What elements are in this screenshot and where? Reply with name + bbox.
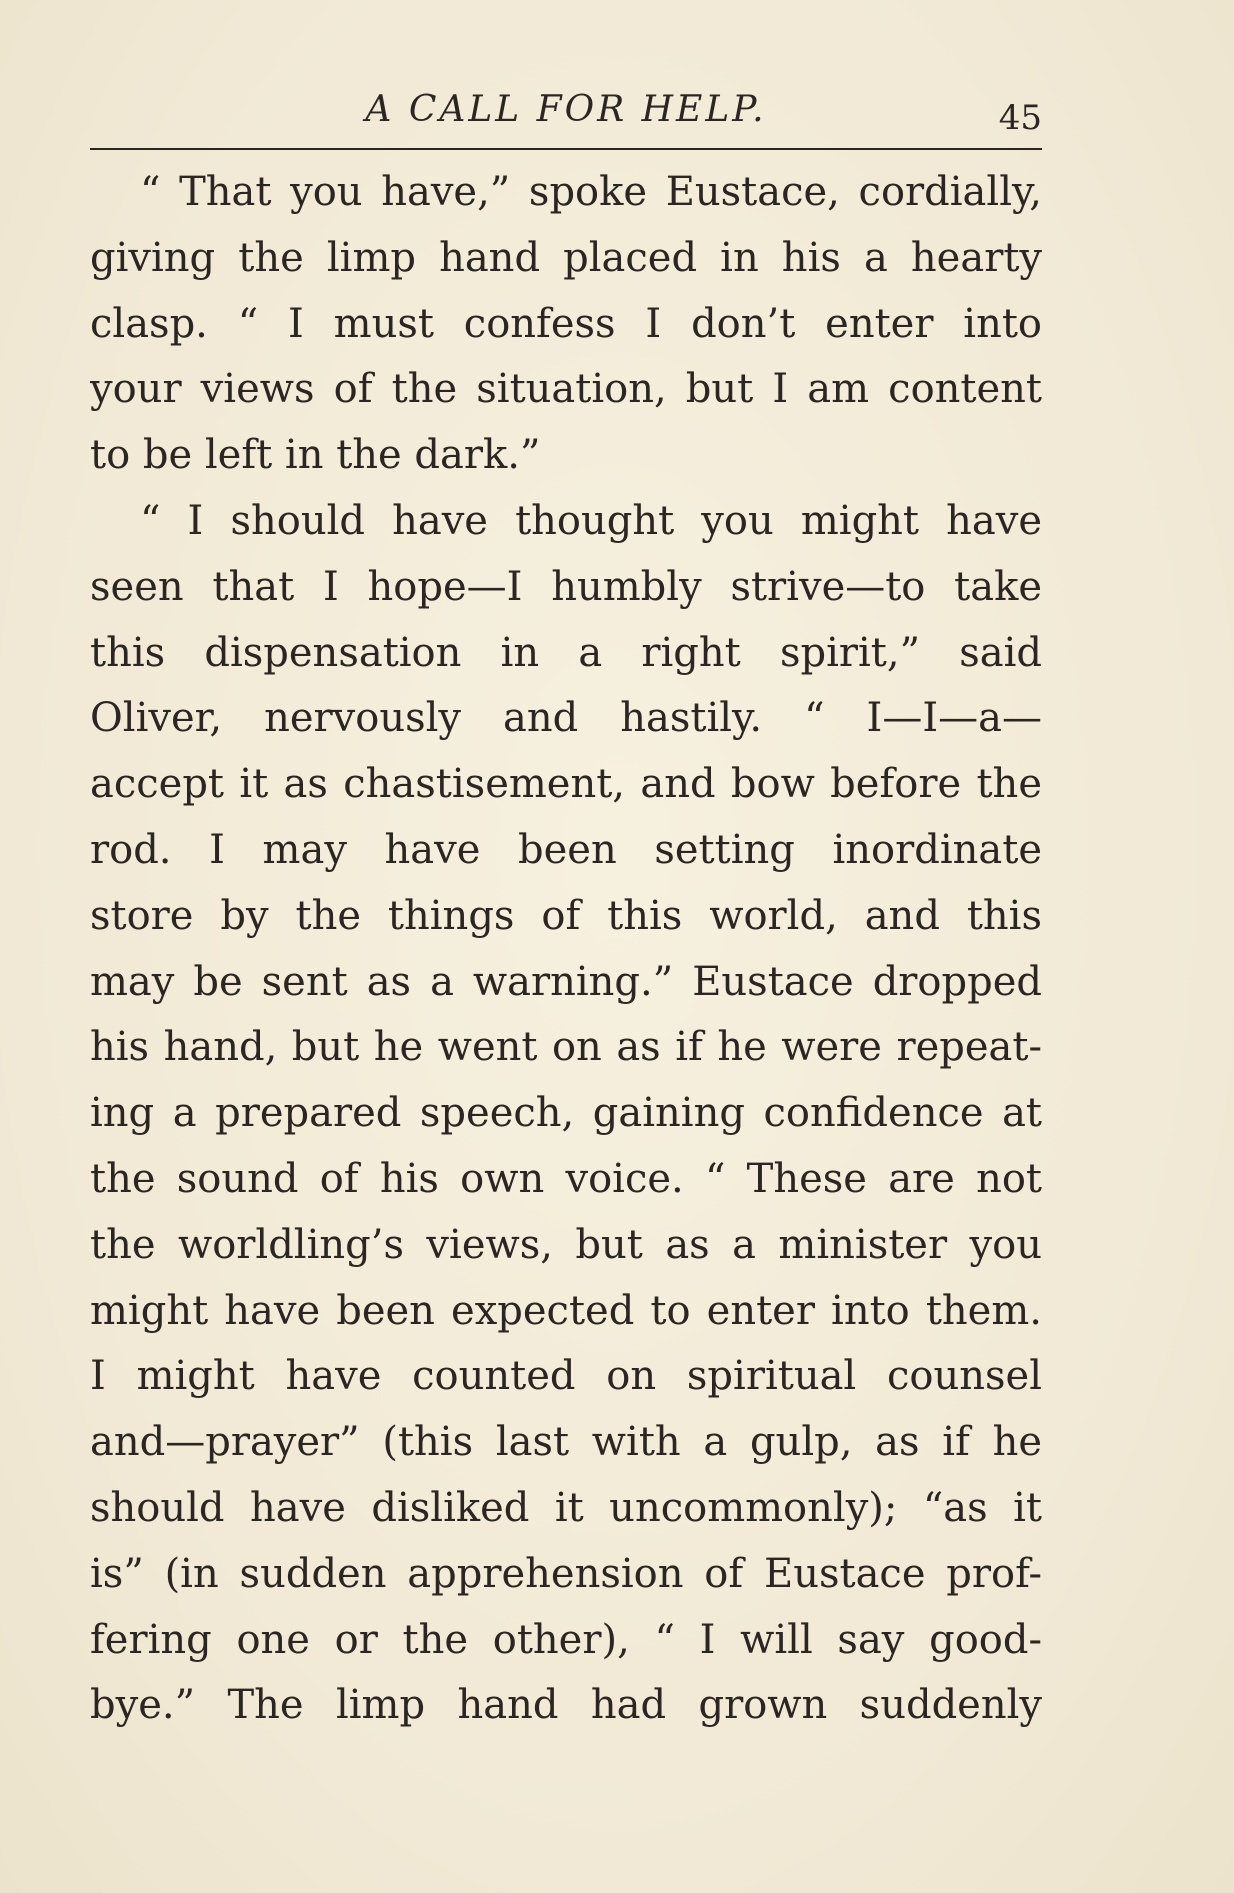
header-rule (90, 148, 1042, 150)
text-line: your views of the situation, but I am content (90, 366, 1042, 413)
text-line: may be sent as a warning.” Eustace dropped (90, 958, 1042, 1005)
text-line: clasp. “ I must confess I don’t enter into (90, 300, 1042, 347)
text-line: “ I should have thought you might have (140, 497, 1042, 544)
text-line: to be left in the dark.” (90, 432, 541, 479)
text-line: bye.” The limp hand had grown suddenly (90, 1682, 1042, 1729)
body-text (90, 160, 1042, 1739)
text-line: is” (in sudden apprehension of Eustace prof- (90, 1550, 1042, 1597)
text-line: giving the limp hand placed in his a hearty (90, 234, 1042, 281)
page-number: 45 (998, 98, 1042, 138)
text-line: might have been expected to enter into them. (90, 1287, 1042, 1334)
text-line: Oliver, nervously and hastily. “ I—I—a— (90, 695, 1042, 742)
text-line: seen that I hope—I humbly strive—to take (90, 563, 1042, 610)
text-line: ing a prepared speech, gaining confidence at (90, 1090, 1042, 1137)
text-line: rod. I may have been setting inordinate (90, 826, 1042, 873)
running-title: A CALL FOR HELP. (365, 89, 767, 130)
text-line: and—prayer” (this last with a gulp, as if he (90, 1419, 1042, 1466)
text-line: this dispensation in a right spirit,” said (90, 629, 1042, 676)
text-line: fering one or the other), “ I will say good- (90, 1616, 1042, 1663)
text-line: should have disliked it uncommonly); “as it (90, 1484, 1042, 1531)
text-line: the worldling’s views, but as a minister you (90, 1221, 1042, 1268)
text-line: I might have counted on spiritual counsel (90, 1353, 1042, 1400)
text-line: accept it as chastisement, and bow before the (90, 761, 1042, 808)
running-head (90, 88, 1042, 148)
text-line: his hand, but he went on as if he were repeat- (90, 1024, 1042, 1071)
text-line: store by the things of this world, and this (90, 892, 1042, 939)
text-line: “ That you have,” spoke Eustace, cordially, (140, 169, 1042, 215)
text-line: the sound of his own voice. “ These are not (90, 1155, 1042, 1202)
